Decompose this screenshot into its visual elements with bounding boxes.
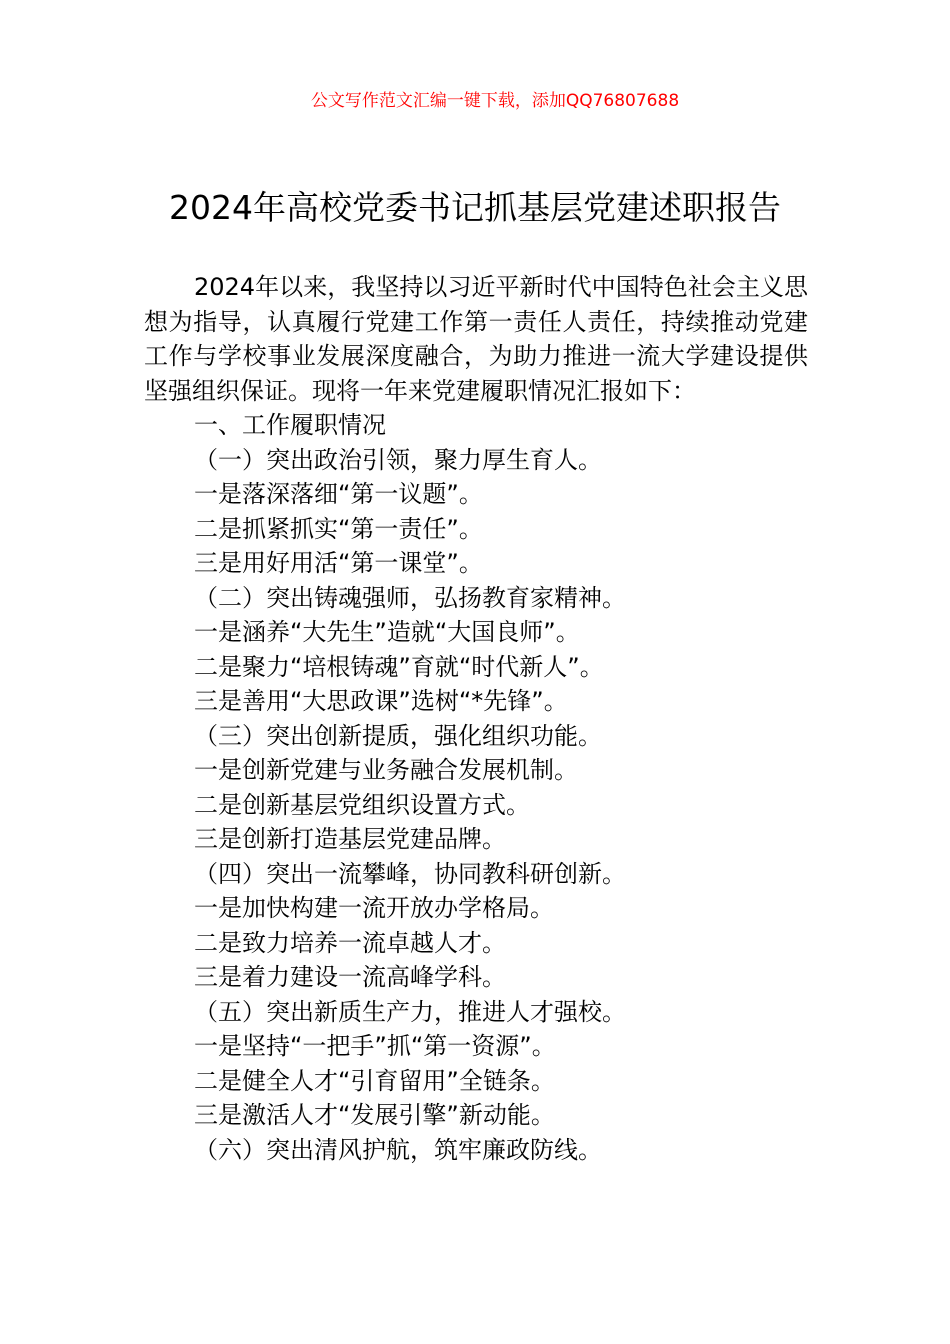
subsection-heading: （三）突出创新提质，强化组织功能。	[194, 721, 602, 750]
list-item: 二是抓紧抓实“第一责任”。	[194, 514, 483, 543]
document-title: 2024年高校党委书记抓基层党建述职报告	[169, 188, 781, 227]
list-item: 三是着力建设一流高峰学科。	[194, 963, 506, 991]
list-item: 一是坚持“一把手”抓“第一资源”。	[194, 1032, 556, 1060]
list-item: 三是激活人才“发展引擎”新动能。	[194, 1101, 555, 1129]
list-item: 一是创新党建与业务融合发展机制。	[194, 756, 578, 784]
list-item: 二是聚力“培根铸魂”育就“时代新人”。	[194, 652, 604, 681]
subsection-heading: （六）突出清风护航，筑牢廉政防线。	[194, 1135, 602, 1164]
list-item: 一是加快构建一流开放办学格局。	[194, 894, 554, 922]
list-item: 二是创新基层党组织设置方式。	[194, 790, 530, 819]
subsection-heading: （一）突出政治引领，聚力厚生育人。	[194, 445, 602, 474]
section-heading: 一、工作履职情况	[194, 411, 386, 439]
list-item: 一是涵养“大先生”造就“大国良师”。	[194, 618, 580, 646]
download-promo-note: 公文写作范文汇编一键下载，添加QQ76807688	[310, 91, 680, 111]
subsection-heading: （五）突出新质生产力，推进人才强校。	[194, 997, 626, 1026]
list-item: 三是创新打造基层党建品牌。	[194, 825, 506, 853]
document-body	[144, 270, 808, 1167]
subsection-heading: （四）突出一流攀峰，协同教科研创新。	[194, 859, 626, 888]
intro-paragraph: 2024年以来，我坚持以习近平新时代中国特色社会主义思想为指导，认真履行党建工作第一责任人责任，持续推动党建工作与学校事业发展深度融合，为助力推进一流大学建设提供坚强组织保证。现将一年来党建履职情况汇报如下：	[144, 273, 808, 405]
list-item: 二是致力培养一流卓越人才。	[194, 928, 506, 957]
list-item: 三是善用“大思政课”选树“*先锋”。	[194, 687, 568, 715]
list-item: 一是落深落细“第一议题”。	[194, 480, 483, 508]
subsection-heading: （二）突出铸魂强师，弘扬教育家精神。	[194, 583, 626, 612]
list-item: 二是健全人才“引育留用”全链条。	[194, 1066, 555, 1095]
list-item: 三是用好用活“第一课堂”。	[194, 549, 483, 577]
